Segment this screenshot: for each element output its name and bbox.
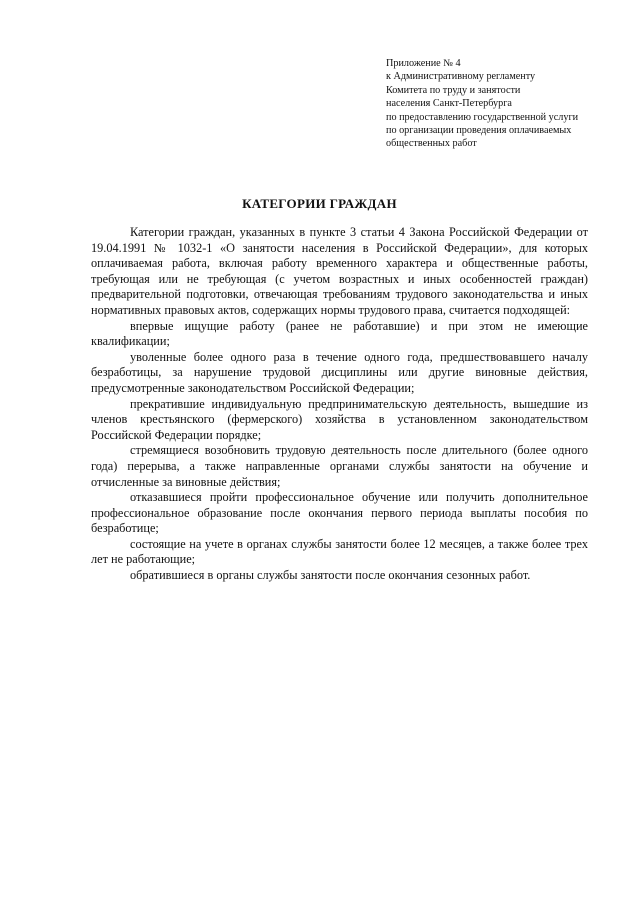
list-item: уволенные более одного раза в течение одного года, предшествовавшего началу безработицы, за нарушение трудовой дисциплины или другие виновные действия, предусмотренные законодательством Российской Федерации; [91, 349, 588, 395]
appendix-line: населения Санкт-Петербурга [386, 98, 512, 110]
list-item: прекратившие индивидуальную предпринимательскую деятельность, вышедшие из членов крестьянского (фермерского) хозяйства в установленном законодательством Российской Федерации порядке; [91, 396, 588, 442]
appendix-line: Комитета по труду и занятости [386, 84, 521, 96]
appendix-line: Приложение № 4 [386, 58, 461, 69]
document-body [91, 225, 588, 584]
appendix-line: общественных работ [386, 138, 477, 150]
appendix-line: по предоставлению государственной услуги [386, 111, 579, 123]
appendix-header [386, 57, 616, 151]
list-item: состоящие на учете в органах службы занятости более 12 месяцев, а также более трех лет не работающие; [91, 536, 588, 567]
intro-paragraph: Категории граждан, указанных в пункте 3 статьи 4 Закона Российской Федерации от 19.04.1991 № 1032-1 «О занятости населения в Российской Федерации», для которых оплачиваемая работа, включая работу временного характера и общественные работы, требующая или не требующая (с учетом возрастных и иных особенностей граждан) предварительной подготовки, отвечающая требованиям трудового законодательства и иных нормативных правовых актов, содержащих нормы трудового права, считается подходящей: [91, 225, 588, 317]
appendix-line: по организации проведения оплачиваемых [386, 125, 572, 137]
document-title: КАТЕГОРИИ ГРАЖДАН [242, 196, 397, 211]
list-item: стремящиеся возобновить трудовую деятельность после длительного (более одного года) перерыва, а также направленные органами службы занятости на обучение и отчисленные за виновные действия; [91, 443, 588, 489]
appendix-line: к Административному регламенту [386, 71, 536, 83]
list-item: обратившиеся в органы службы занятости после окончания сезонных работ. [130, 568, 531, 583]
list-item: впервые ищущие работу (ранее не работавшие) и при этом не имеющие квалификации; [91, 318, 588, 349]
list-item: отказавшиеся пройти профессиональное обучение или получить дополнительное профессиональное образование после окончания первого периода выплаты пособия по безработице; [91, 490, 588, 536]
